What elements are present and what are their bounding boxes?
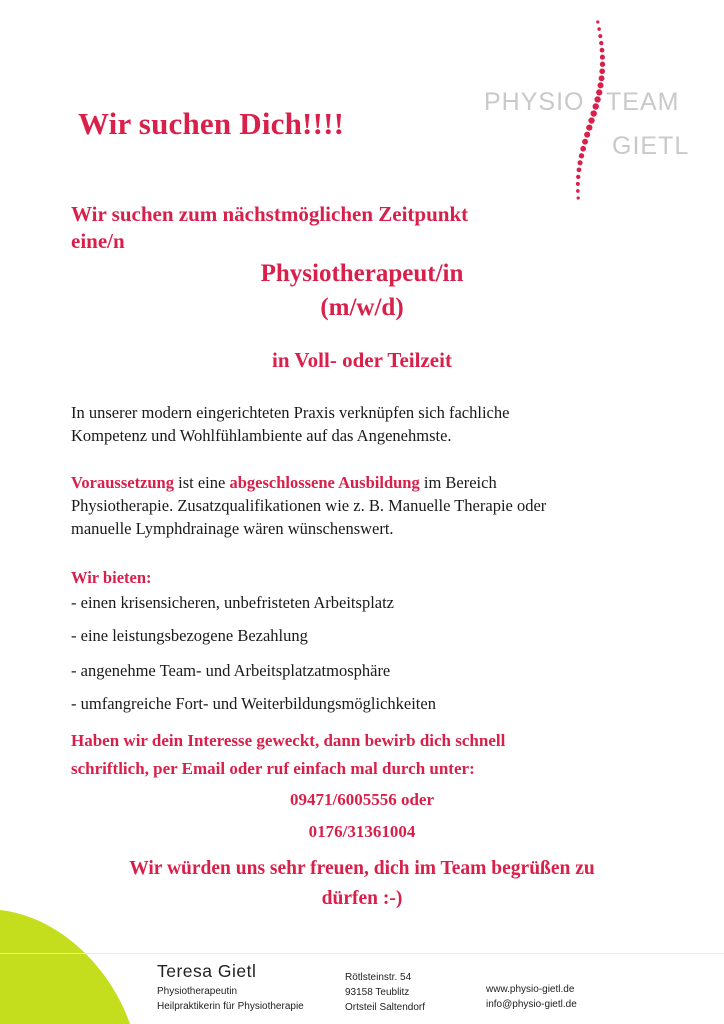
closing-line-1: Wir würden uns sehr freuen, dich im Team begrüßen zu [129,858,595,879]
offer-item: - eine leistungsbezogene Bezahlung [71,626,308,645]
green-corner-shape [0,910,140,1024]
practice-description-line-2: Kompetenz und Wohlfühlambiente auf das Angenehmste. [71,426,452,445]
footer-address-street: Rötlsteinstr. 54 [345,972,412,983]
job-scope: in Voll- oder Teilzeit [272,348,452,372]
requirement-highlight: Voraussetzung [71,473,174,492]
footer-address-city: 93158 Teublitz [345,987,410,998]
footer-role-1: Physiotherapeutin [157,986,238,997]
intro-line-1: Wir suchen zum nächstmöglichen Zeitpunkt [71,202,469,226]
intro-line-2: eine/n [71,229,125,253]
offer-item: - angenehme Team- und Arbeitsplatzatmosphäre [71,661,391,680]
offer-heading: Wir bieten: [71,568,152,587]
requirement-text-end: im Bereich [419,473,497,492]
cta-line-2: schriftlich, per Email oder ruf einfach mal durch unter: [71,759,475,778]
closing-line-2: dürfen :-) [321,888,403,909]
requirement-text: ist eine [174,473,230,492]
footer-address-district: Ortsteil Saltendorf [345,1002,426,1013]
job-title: Physiotherapeut/in [260,260,464,287]
footer-website: www.physio-gietl.de [486,984,575,995]
phone-landline: 09471/6005556 oder [289,790,435,809]
headline: Wir suchen Dich!!!! [78,106,345,141]
offer-item: - einen krisensicheren, unbefristeten Arbeitsplatz [71,593,395,612]
footer-name: Teresa Gietl [157,961,257,981]
footer-divider [0,953,724,954]
physio-team-logo [478,18,718,208]
footer-email: info@physio-gietl.de [486,999,577,1010]
footer-role-2: Heilpraktikerin für Physiotherapie [157,1001,304,1012]
requirements-line-2: Physiotherapie. Zusatzqualifikationen wie z. B. Manuelle Therapie oder [71,496,547,515]
requirements-line-3: manuelle Lymphdrainage wären wünschenswert. [71,519,394,538]
practice-description [71,401,671,447]
logo-team-text: TEAM [606,88,680,116]
cta-line-1: Haben wir dein Interesse geweckt, dann bewirb dich schnell [71,731,506,750]
phone-mobile: 0176/31361004 [308,822,416,841]
education-highlight: abgeschlossene Ausbildung [229,473,420,492]
requirements-paragraph [71,471,671,540]
logo-physio-text: PHYSIO [484,88,585,116]
logo-gietl-text: GIETL [612,132,690,160]
practice-description-line-1: In unserer modern eingerichteten Praxis verknüpfen sich fachliche [71,403,510,422]
offer-item: - umfangreiche Fort- und Weiterbildungsmöglichkeiten [71,694,436,713]
requirements-line-1 [71,471,671,494]
job-gender: (m/w/d) [320,294,404,321]
